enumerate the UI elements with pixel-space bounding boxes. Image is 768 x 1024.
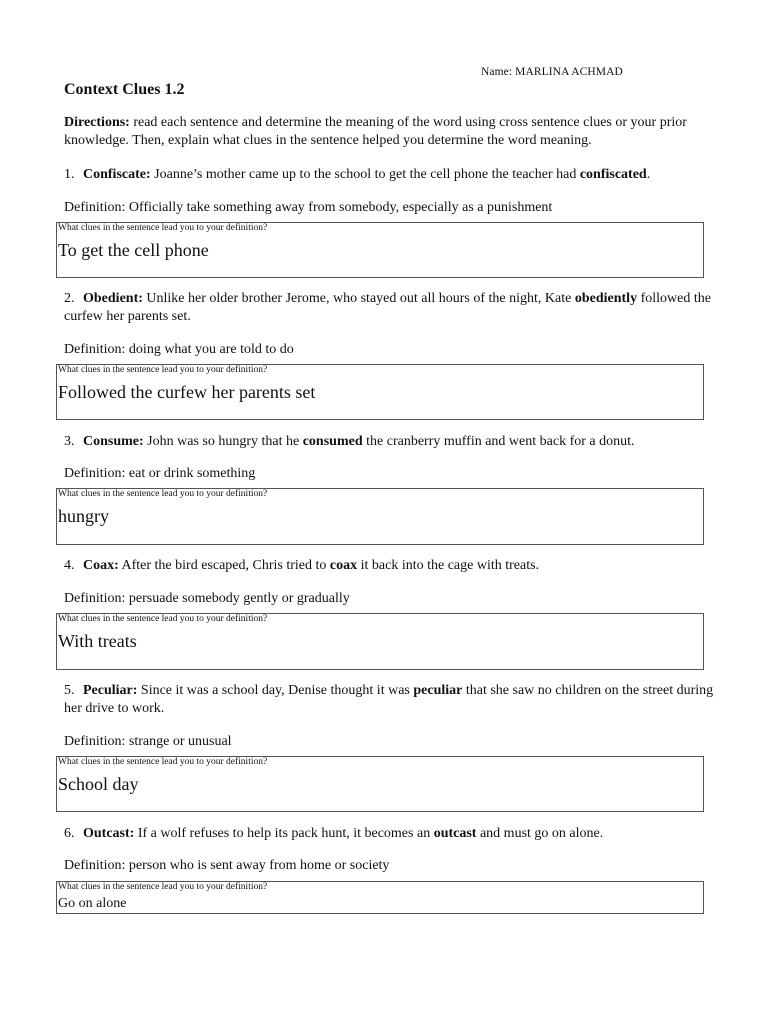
question-keyword: obediently [574, 291, 638, 306]
answer-text[interactable]: Go on alone [58, 896, 127, 911]
question-term: Outcast: [83, 826, 135, 841]
answer-box-6[interactable] [56, 881, 704, 914]
answer-text[interactable]: Followed the curfew her parents set [58, 382, 316, 402]
question-2 [64, 290, 714, 326]
question-5 [64, 682, 714, 718]
question-keyword: confiscated [579, 167, 647, 182]
question-sentence: Since it was a school day, Denise thought it was [137, 683, 414, 698]
page-title: Context Clues 1.2 [64, 81, 185, 98]
definition-4: Definition: persuade somebody gently or gradually [64, 591, 350, 606]
answer-box-3[interactable] [56, 488, 704, 545]
question-sentence: Joanne’s mother came up to the school to get the cell phone the teacher had [150, 167, 580, 182]
question-number: 6. [64, 826, 75, 841]
question-sentence: Unlike her older brother Jerome, who stayed out all hours of the night, Kate [142, 291, 575, 306]
answer-text[interactable]: To get the cell phone [58, 240, 209, 260]
answer-box-5[interactable] [56, 756, 704, 812]
answer-prompt: What clues in the sentence lead you to your definition? [58, 489, 268, 499]
answer-box-2[interactable] [56, 364, 704, 420]
definition-5: Definition: strange or unusual [64, 734, 232, 749]
student-name: Name: MARLINA ACHMAD [481, 66, 623, 78]
answer-prompt: What clues in the sentence lead you to your definition? [58, 882, 268, 892]
question-sentence-end: that she saw no children on the street during her drive to work. [64, 683, 714, 716]
question-sentence: John was so hungry that he [143, 434, 303, 449]
question-term: Coax: [83, 558, 119, 573]
question-sentence-end: and must go on alone. [476, 826, 604, 841]
answer-text[interactable]: hungry [58, 506, 109, 526]
answer-prompt: What clues in the sentence lead you to your definition? [58, 365, 268, 375]
question-number: 5. [64, 683, 75, 698]
answer-prompt: What clues in the sentence lead you to your definition? [58, 757, 268, 767]
question-sentence-end: it back into the cage with treats. [357, 558, 540, 573]
question-sentence-end: . [646, 167, 651, 182]
question-sentence-end: followed the curfew her parents set. [64, 291, 711, 324]
question-sentence-end: the cranberry muffin and went back for a donut. [362, 434, 635, 449]
question-3 [64, 433, 714, 451]
answer-prompt: What clues in the sentence lead you to your definition? [58, 614, 268, 624]
question-4 [64, 557, 714, 575]
question-number: 1. [64, 167, 75, 182]
question-keyword: consumed [302, 434, 363, 449]
definition-2: Definition: doing what you are told to do [64, 342, 294, 357]
question-6 [64, 825, 714, 843]
definition-6: Definition: person who is sent away from home or society [64, 858, 390, 873]
question-sentence: If a wolf refuses to help its pack hunt, it becomes an [134, 826, 434, 841]
answer-text[interactable]: With treats [58, 631, 137, 651]
question-keyword: coax [329, 558, 358, 573]
question-term: Consume: [83, 434, 144, 449]
question-term: Peculiar: [83, 683, 138, 698]
question-1 [64, 166, 714, 184]
definition-3: Definition: eat or drink something [64, 466, 256, 481]
definition-1: Definition: Officially take something away from somebody, especially as a punishment [64, 200, 553, 215]
directions-label: Directions: [64, 115, 130, 130]
answer-box-4[interactable] [56, 613, 704, 670]
directions [64, 114, 714, 150]
question-term: Obedient: [83, 291, 143, 306]
question-number: 3. [64, 434, 75, 449]
question-keyword: outcast [433, 826, 477, 841]
question-number: 4. [64, 558, 75, 573]
answer-text[interactable]: School day [58, 774, 139, 794]
answer-box-1[interactable] [56, 222, 704, 278]
answer-prompt: What clues in the sentence lead you to your definition? [58, 223, 268, 233]
question-keyword: peculiar [413, 683, 463, 698]
question-term: Confiscate: [83, 167, 151, 182]
question-number: 2. [64, 291, 75, 306]
question-sentence: After the bird escaped, Chris tried to [118, 558, 330, 573]
directions-text: read each sentence and determine the meaning of the word using cross sentence clues or your prior knowledge. Then, explain what clues in the sentence helped you determine the word meaning. [64, 115, 687, 148]
